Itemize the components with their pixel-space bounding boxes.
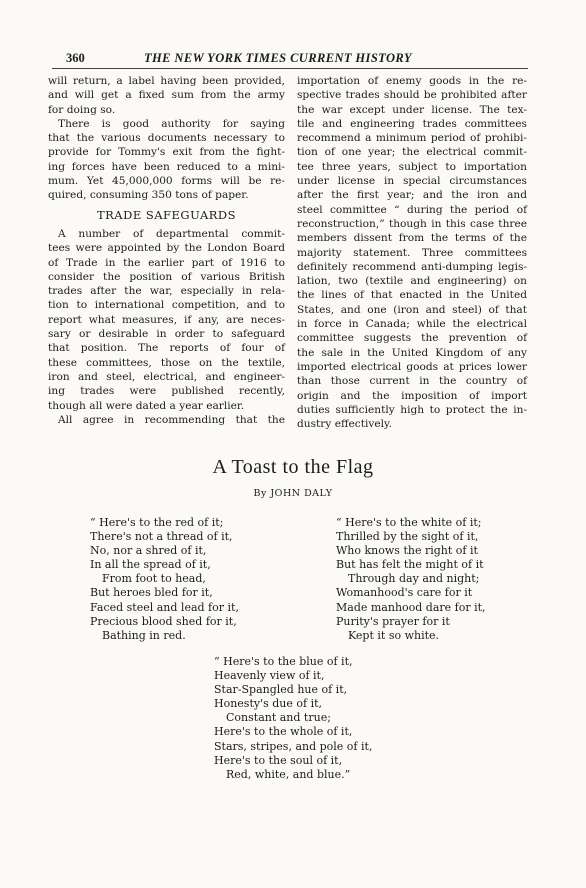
text-line: that position. The reports of four of [48, 342, 285, 355]
text-line: trades after the war, especially in rela- [48, 285, 285, 298]
poem-line: Constant and true; [226, 711, 331, 725]
text-line: definitely recommend anti-dumping legis- [297, 260, 527, 273]
poem-line: But has felt the might of it [336, 558, 484, 572]
text-line: sary or desirable in order to safeguard [48, 328, 285, 341]
text-line: quired, consuming 350 tons of paper. [48, 189, 249, 202]
poem-line: Red, white, and blue.” [226, 767, 351, 781]
poem-line: Precious blood shed for it, [90, 614, 237, 628]
text-line: tees were appointed by the London Board [48, 242, 285, 255]
poem-stanza-red [90, 516, 239, 643]
text-line: ing forces have been reduced to a mini- [48, 160, 285, 173]
poem-line: “ Here's to the blue of it, [214, 655, 353, 668]
text-line: provide for Tommy's exit from the fight- [48, 146, 285, 159]
text-line: report what measures, if any, are neces- [48, 313, 285, 326]
text-line: consider the position of various British [48, 270, 285, 283]
text-line: steel committee “ during the period of [297, 203, 527, 216]
text-line: All agree in recommending that the [58, 413, 285, 426]
text-line: under license in special circumstances [297, 175, 527, 188]
text-line: States, and one (iron and steel) of that [297, 303, 527, 316]
poem-line: There's not a thread of it, [90, 530, 233, 544]
poem-line: No, nor a shred of it, [90, 544, 207, 558]
poem-stanza-white [336, 516, 486, 643]
poem-line: Thrilled by the sight of it, [336, 530, 479, 544]
poem-line: Stars, stripes, and pole of it, [214, 739, 373, 753]
poem-line: Through day and night; [348, 572, 480, 586]
poem-line: Here's to the soul of it, [214, 753, 343, 767]
text-line: recommend a minimum period of prohibi- [297, 132, 527, 145]
text-line: the sale in the United Kingdom of any [297, 346, 527, 359]
left-column [48, 74, 285, 427]
text-line: though all were dated a year earlier. [48, 399, 245, 412]
poem-line: Kept it so white. [348, 628, 440, 642]
poem-line: Womanhood's care for it [336, 586, 473, 600]
poem-byline: By JOHN DALY [253, 488, 333, 499]
text-line: the war except under license. The tex- [297, 103, 527, 116]
poem-line: Here's to the whole of it, [214, 725, 353, 739]
text-line: these committees, those on the textile, [48, 356, 285, 369]
text-line: iron and steel, electrical, and engineer- [48, 370, 285, 383]
text-line: A number of departmental commit- [58, 227, 285, 240]
poem-line: Who knows the right of it [336, 544, 478, 558]
poem-line: “ Here's to the white of it; [336, 516, 482, 529]
text-line: committee suggests the prevention of [297, 332, 527, 345]
running-title: THE NEW YORK TIMES CURRENT HISTORY [144, 51, 412, 65]
text-line: tee three years, subject to importation [297, 160, 527, 173]
text-line: will return, a label having been provided, [48, 75, 285, 87]
left-column-paragraphs-b [48, 227, 285, 427]
text-line: and will get a fixed sum from the army [48, 89, 285, 102]
poem-line: Star-Spangled hue of it, [214, 683, 348, 697]
text-line: members dissent from the terms of the [297, 232, 527, 245]
right-column [297, 74, 527, 431]
text-line: mum. Yet 45,000,000 forms will be re- [48, 175, 285, 188]
text-line: tion of one year; the electrical commit- [297, 146, 527, 159]
page-number: 360 [66, 51, 85, 65]
text-line: importation of enemy goods in the re- [297, 75, 527, 87]
left-column-paragraphs-a [48, 74, 285, 203]
text-line: in force in Canada; while the electrical [297, 318, 527, 331]
poem-line: In all the spread of it, [90, 558, 211, 572]
poem-line: Made manhood dare for it, [336, 600, 486, 614]
poem-line: “ Here's to the red of it; [90, 516, 224, 529]
text-line: duties sufficiently high to protect the in- [297, 403, 527, 416]
text-line: ing trades were published recently, [48, 385, 285, 398]
text-line: tion to international competition, and to [48, 299, 285, 312]
poem-line: Faced steel and lead for it, [90, 600, 239, 614]
text-line: imported electrical goods at prices lower [297, 360, 527, 373]
text-line: of Trade in the earlier part of 1916 to [48, 256, 285, 269]
poem-line: Honesty's due of it, [214, 697, 323, 711]
poem-line: But heroes bled for it, [90, 586, 213, 600]
poem-line: Bathing in red. [102, 628, 186, 642]
header-rule [52, 68, 528, 69]
poem-stanza-blue [214, 655, 372, 782]
poem-line: Purity's prayer for it [336, 614, 450, 628]
text-line: the lines of that enacted in the United [297, 289, 527, 302]
text-line: majority statement. Three committees [297, 246, 527, 259]
text-line: spective trades should be prohibited after [297, 89, 527, 102]
right-column-paragraphs [297, 74, 527, 431]
text-line: reconstruction,” though in this case three [297, 217, 527, 230]
text-line: after the first year; and the iron and [297, 189, 527, 202]
poem-title: A Toast to the Flag [212, 456, 374, 478]
text-line: dustry effectively. [297, 418, 392, 431]
text-line: lation, two (textile and engineering) on [297, 275, 527, 288]
section-subheading: TRADE SAFEGUARDS [96, 207, 237, 222]
poem-line: From foot to head, [102, 572, 206, 586]
text-line: tile and engineering trades committees [297, 117, 527, 130]
text-line: for doing so. [48, 103, 116, 116]
text-line: origin and the imposition of import [297, 389, 527, 402]
poem-line: Heavenly view of it, [214, 669, 325, 683]
text-line: that the various documents necessary to [48, 132, 285, 145]
text-line: There is good authority for saying [58, 117, 285, 130]
text-line: than those current in the country of [297, 375, 527, 388]
